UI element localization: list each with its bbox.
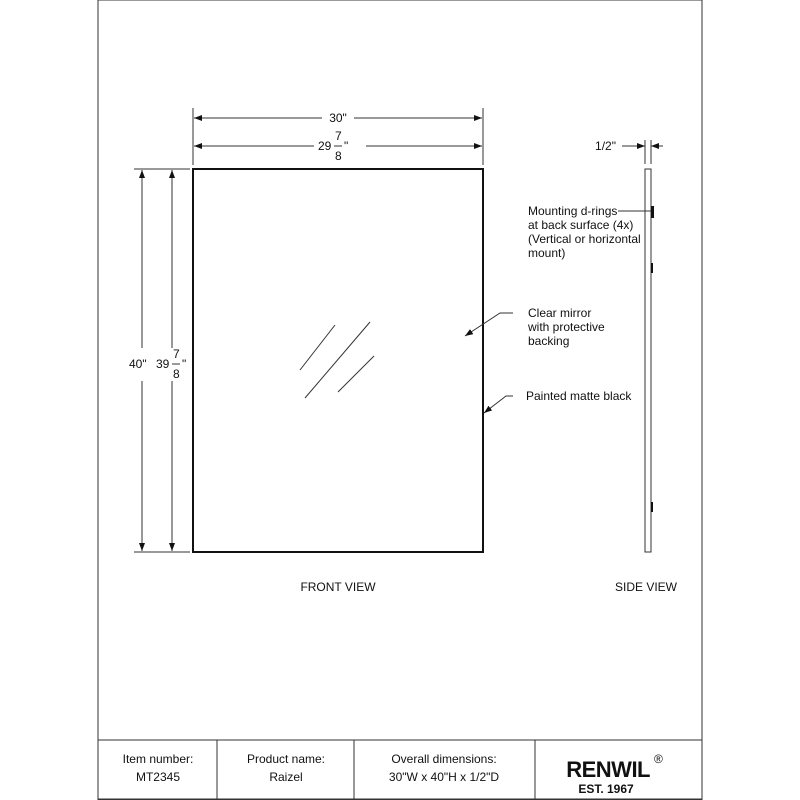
side-view-label: SIDE VIEW bbox=[614, 580, 678, 594]
svg-text:®: ® bbox=[654, 752, 663, 766]
svg-text:with protective: with protective bbox=[528, 320, 605, 334]
overall-height-label: 40" bbox=[129, 357, 147, 371]
inner-width-inch: " bbox=[344, 139, 349, 153]
frame-note: Painted matte black bbox=[526, 389, 632, 403]
mounting-note bbox=[528, 204, 641, 260]
depth-dimension bbox=[595, 139, 663, 164]
overall-width-label: 30" bbox=[329, 111, 347, 125]
svg-text:RENWIL: RENWIL bbox=[566, 757, 650, 782]
dimensions-value: 30"W x 40"H x 1/2"D bbox=[388, 770, 500, 784]
inner-width-numerator: 7 bbox=[335, 129, 342, 143]
svg-text:Clear mirror: Clear mirror bbox=[528, 306, 592, 320]
mirror-front-outline bbox=[193, 169, 483, 552]
inner-height-numerator: 7 bbox=[173, 347, 180, 361]
dimensions-label: Overall dimensions: bbox=[391, 752, 497, 766]
inner-width-denominator: 8 bbox=[335, 149, 342, 163]
inner-height-denominator: 8 bbox=[173, 367, 180, 381]
inner-height-inch: " bbox=[182, 357, 187, 371]
inner-height-whole: 39 bbox=[156, 357, 170, 371]
mirror-note bbox=[527, 306, 605, 348]
depth-label: 1/2" bbox=[595, 139, 616, 153]
product-name-label: Product name: bbox=[246, 752, 326, 766]
item-number-label: Item number: bbox=[122, 752, 194, 766]
svg-text:at back surface (4x): at back surface (4x) bbox=[528, 218, 634, 232]
front-view-label: FRONT VIEW bbox=[300, 580, 376, 594]
height-dimension bbox=[126, 169, 190, 552]
product-name-value: Raizel bbox=[269, 770, 303, 784]
item-number-value: MT2345 bbox=[135, 770, 181, 784]
svg-text:mount): mount) bbox=[528, 246, 566, 260]
mirror-side-outline bbox=[645, 169, 651, 552]
glass-reflection-icon bbox=[300, 322, 374, 398]
svg-text:backing: backing bbox=[528, 334, 570, 348]
mirror-leader bbox=[465, 313, 513, 336]
frame-leader bbox=[484, 396, 513, 413]
svg-text:(Vertical or horizontal: (Vertical or horizontal bbox=[528, 232, 641, 246]
inner-width-whole: 29 bbox=[318, 139, 332, 153]
width-dimension bbox=[193, 108, 483, 165]
title-block bbox=[98, 740, 702, 800]
renwil-logo bbox=[566, 752, 663, 796]
svg-text:Mounting d-rings: Mounting d-rings bbox=[528, 204, 618, 218]
svg-text:EST. 1967: EST. 1967 bbox=[578, 782, 634, 796]
